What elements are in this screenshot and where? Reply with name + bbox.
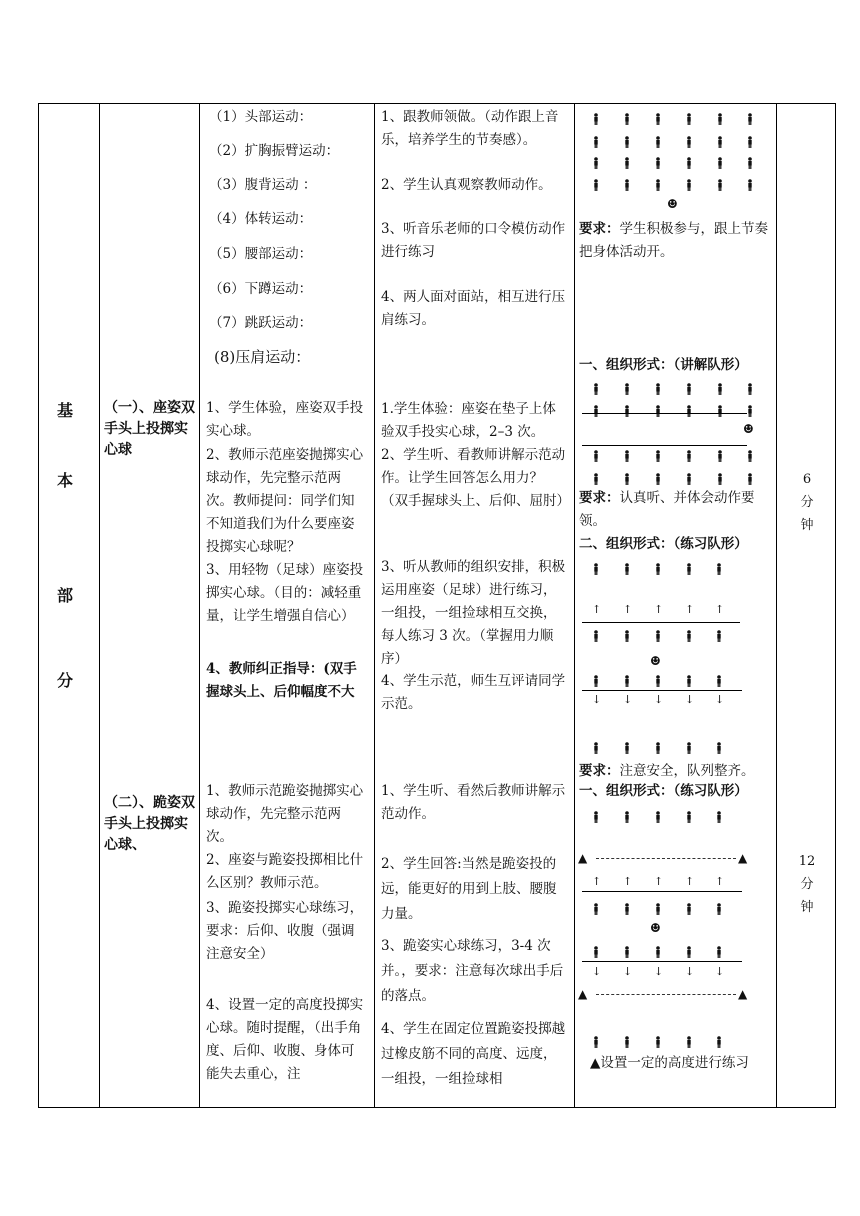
student-figure-icon [623, 447, 631, 459]
student-step: 2、学生认真观察教师动作。 [381, 177, 552, 193]
student-figure-icon [685, 560, 693, 572]
student-figure-icon [746, 133, 754, 145]
student-figure-icon [715, 739, 723, 751]
student-figure-icon [716, 380, 724, 392]
section-title-char: 部 [57, 586, 74, 605]
student-figure-icon [716, 154, 724, 166]
student-step: 4、学生示范，师生互评请同学示范。 [381, 673, 566, 712]
arrow-up-icon: ↑ [654, 603, 664, 616]
teacher-step: 4、设置一定的高度投掷实心球。随时提醒，（出手角度、后仰、收腹、身体可能失去重心，注 [206, 997, 364, 1082]
student-figure-icon [716, 110, 724, 122]
student-figure-icon [654, 672, 662, 684]
student-figure-icon [715, 560, 723, 572]
warmup-item: （7）跳跃运动： [209, 315, 313, 331]
student-figure-icon [685, 154, 693, 166]
student-figure-icon [716, 176, 724, 188]
section-title-char: 本 [57, 471, 74, 490]
student-figure-icon [623, 900, 631, 912]
student-figure-icon [592, 470, 600, 482]
teacher-step: 1、学生体验，座姿双手投实心球。 [206, 400, 364, 439]
student-figure-icon [685, 808, 693, 820]
divider-line [582, 961, 742, 962]
arrow-up-icon: ↑ [715, 603, 725, 616]
student-figure-icon [654, 110, 662, 122]
student-figure-icon [654, 447, 662, 459]
warmup-item: （6）下蹲运动： [209, 281, 313, 297]
student-step: 1、跟教师领做。（动作跟上音乐，培养学生的节奏感）。 [381, 109, 559, 148]
student-step: 1、学生听、看然后教师讲解示范动作。 [381, 783, 566, 822]
arrow-down-icon: ↓ [715, 693, 725, 706]
divider-line [582, 445, 747, 446]
student-figure-icon [623, 1033, 631, 1045]
student-figure-icon [685, 447, 693, 459]
rope-line [596, 994, 736, 995]
teacher-icon: ☻ [650, 654, 661, 668]
student-figure-icon [654, 380, 662, 392]
divider-line [582, 891, 742, 892]
time-number: 12 [798, 854, 816, 869]
student-figure-icon [746, 380, 754, 392]
arrow-down-icon: ↓ [623, 693, 633, 706]
student-figure-icon [592, 627, 600, 639]
student-figure-icon [592, 447, 600, 459]
student-figure-icon [685, 900, 693, 912]
time-unit-char: 分 [800, 877, 814, 892]
student-figure-icon [654, 133, 662, 145]
student-figure-icon [654, 470, 662, 482]
student-figure-icon [715, 1033, 723, 1045]
arrow-up-icon: ↑ [685, 603, 695, 616]
warmup-item: （3）腹背运动 ： [209, 177, 317, 193]
arrow-down-icon: ↓ [685, 965, 695, 978]
student-figure-icon [623, 672, 631, 684]
time-unit-char: 分 [800, 495, 814, 510]
student-figure-icon [592, 739, 600, 751]
student-figure-icon [654, 943, 662, 955]
student-figure-icon [746, 176, 754, 188]
arrow-down-icon: ↓ [685, 693, 695, 706]
student-figure-icon [685, 1033, 693, 1045]
requirement-text: 要求：学生积极参与，跟上节奏把身体活动开。 [579, 221, 768, 260]
requirement-text: 要求：注意安全，队列整齐。 [579, 763, 755, 779]
student-figure-icon [715, 672, 723, 684]
student-figure-icon [592, 1033, 600, 1045]
divider-line [582, 622, 740, 623]
student-figure-icon [685, 627, 693, 639]
student-figure-icon [592, 176, 600, 188]
student-figure-icon [592, 380, 600, 392]
student-figure-icon [623, 808, 631, 820]
divider-line [582, 690, 742, 691]
teacher-step: 4、教师纠正指导：(双手握球头上、后仰幅度不大 [206, 661, 357, 700]
student-figure-icon [623, 627, 631, 639]
student-figure-icon [746, 402, 754, 414]
student-figure-icon [592, 560, 600, 572]
student-figure-icon [654, 176, 662, 188]
student-figure-icon [654, 560, 662, 572]
student-step: 3、听音乐老师的口令模仿动作进行练习 [381, 221, 566, 260]
student-figure-icon [685, 110, 693, 122]
student-figure-icon [685, 739, 693, 751]
student-figure-icon [654, 808, 662, 820]
student-figure-icon [716, 470, 724, 482]
student-figure-icon [623, 176, 631, 188]
section-title-char: 基 [57, 401, 74, 420]
cone-marker-icon: ▲ [578, 851, 588, 865]
teacher-step: 2、座姿与跪姿投掷相比什么区别？教师示范。 [206, 852, 364, 891]
teacher-step: 2、教师示范座姿抛掷实心球动作，先完整示范两次。教师提问：同学们知不知道我们为什么要座姿投掷实心球呢？ [206, 447, 364, 555]
student-figure-icon [685, 380, 693, 392]
column-divider [199, 104, 200, 1107]
item-title: （一）、座姿双手头上投掷实心球 [104, 400, 195, 458]
column-divider [99, 104, 100, 1107]
arrow-down-icon: ↓ [592, 965, 602, 978]
organization-form-label: 二、组织形式：（练习队形） [579, 536, 748, 552]
divider-line [582, 413, 747, 414]
teacher-step: 1、教师示范跪姿抛掷实心球动作，先完整示范两次。 [206, 783, 364, 845]
organization-form-label: 一、组织形式：（讲解队形） [579, 357, 748, 373]
student-figure-icon [715, 900, 723, 912]
student-figure-icon [685, 672, 693, 684]
arrow-up-icon: ↑ [623, 875, 633, 888]
student-figure-icon [592, 943, 600, 955]
student-figure-icon [746, 470, 754, 482]
arrow-up-icon: ↑ [685, 875, 695, 888]
time-number: 6 [802, 472, 812, 487]
student-figure-icon [685, 133, 693, 145]
cone-marker-icon: ▲ [738, 987, 748, 1001]
item-title: （二）、跪姿双手头上投掷实心球、 [104, 795, 195, 853]
student-figure-icon [715, 627, 723, 639]
student-figure-icon [623, 110, 631, 122]
student-figure-icon [623, 943, 631, 955]
student-figure-icon [746, 110, 754, 122]
teacher-step: 3、跪姿投掷实心球练习，要求：后仰、收腹（强调注意安全） [206, 900, 364, 962]
warmup-item: （2）扩胸振臂运动： [209, 143, 340, 159]
student-figure-icon [592, 133, 600, 145]
arrow-down-icon: ↓ [654, 965, 664, 978]
student-figure-icon [685, 176, 693, 188]
arrow-down-icon: ↓ [592, 693, 602, 706]
student-figure-icon [715, 808, 723, 820]
arrow-down-icon: ↓ [654, 693, 664, 706]
student-step: 4、两人面对面站，相互进行压肩练习。 [381, 289, 566, 328]
cone-marker-icon: ▲ [578, 987, 588, 1001]
student-figure-icon [592, 110, 600, 122]
student-step: 3、听从教师的组织安排，积极运用座姿（足球）进行练习，一组投，一组捡球相互交换，每人练习 3 次。（掌握用力顺序） [381, 559, 566, 667]
student-figure-icon [623, 154, 631, 166]
student-figure-icon [654, 1033, 662, 1045]
column-divider [776, 104, 777, 1107]
student-figure-icon [716, 133, 724, 145]
warmup-item: （4）体转运动： [209, 211, 313, 227]
arrow-up-icon: ↑ [715, 875, 725, 888]
student-figure-icon [746, 154, 754, 166]
requirement-text: 要求：认真听、并体会动作要领。 [579, 490, 755, 529]
time-unit-char: 钟 [800, 518, 814, 533]
student-figure-icon [716, 447, 724, 459]
student-figure-icon [623, 739, 631, 751]
student-figure-icon [623, 560, 631, 572]
student-step: 2、学生回答:当然是跪姿投的远，能更好的用到上肢、腰腹力量。 [381, 856, 557, 922]
student-figure-icon [623, 380, 631, 392]
warmup-item: (8)压肩运动： [214, 348, 311, 366]
arrow-down-icon: ↓ [715, 965, 725, 978]
column-divider [574, 104, 575, 1107]
arrow-up-icon: ↑ [592, 603, 602, 616]
student-figure-icon [654, 739, 662, 751]
student-figure-icon [592, 900, 600, 912]
student-figure-icon [654, 154, 662, 166]
teacher-icon: ☻ [667, 197, 678, 211]
arrow-down-icon: ↓ [623, 965, 633, 978]
student-step: 3、跪姿实心球练习，3-4 次并。，要求：注意每次球出手后的落点。 [381, 938, 564, 1004]
teacher-step: 3、用轻物（足球）座姿投掷实心球。（目的：减轻重量，让学生增强自信心） [206, 562, 364, 624]
organization-form-label: 一、组织形式：（练习队形） [579, 783, 748, 799]
arrow-up-icon: ↑ [654, 875, 664, 888]
student-figure-icon [746, 447, 754, 459]
section-title-char: 分 [57, 671, 74, 690]
student-figure-icon [685, 943, 693, 955]
arrow-up-icon: ↑ [592, 875, 602, 888]
student-figure-icon [592, 672, 600, 684]
teacher-icon: ☻ [650, 921, 661, 935]
warmup-item: （1）头部运动： [209, 109, 313, 125]
student-step: 1.学生体验：座姿在垫子上体验双手投实心球，2–3 次。 [381, 401, 556, 440]
student-figure-icon [715, 943, 723, 955]
teacher-icon: ☻ [743, 422, 754, 436]
student-figure-icon [685, 470, 693, 482]
student-figure-icon [654, 900, 662, 912]
student-step: 4、学生在固定位置跪姿投掷越过橡皮筋不同的高度、远度，一组投，一组捡球相 [381, 1021, 566, 1087]
time-unit-char: 钟 [800, 900, 814, 915]
rope-line [596, 858, 736, 859]
warmup-item: （5）腰部运动： [209, 246, 313, 262]
student-step: 2、学生听、看教师讲解示范动作。让学生回答怎么用力？（双手握球头上、后仰、屈肘） [381, 447, 570, 509]
student-figure-icon [654, 627, 662, 639]
student-figure-icon [623, 470, 631, 482]
arrow-up-icon: ↑ [623, 603, 633, 616]
setup-note: ▲设置一定的高度进行练习 [590, 1055, 749, 1071]
column-divider [374, 104, 375, 1107]
student-figure-icon [623, 133, 631, 145]
student-figure-icon [592, 154, 600, 166]
student-figure-icon [592, 808, 600, 820]
cone-marker-icon: ▲ [738, 851, 748, 865]
